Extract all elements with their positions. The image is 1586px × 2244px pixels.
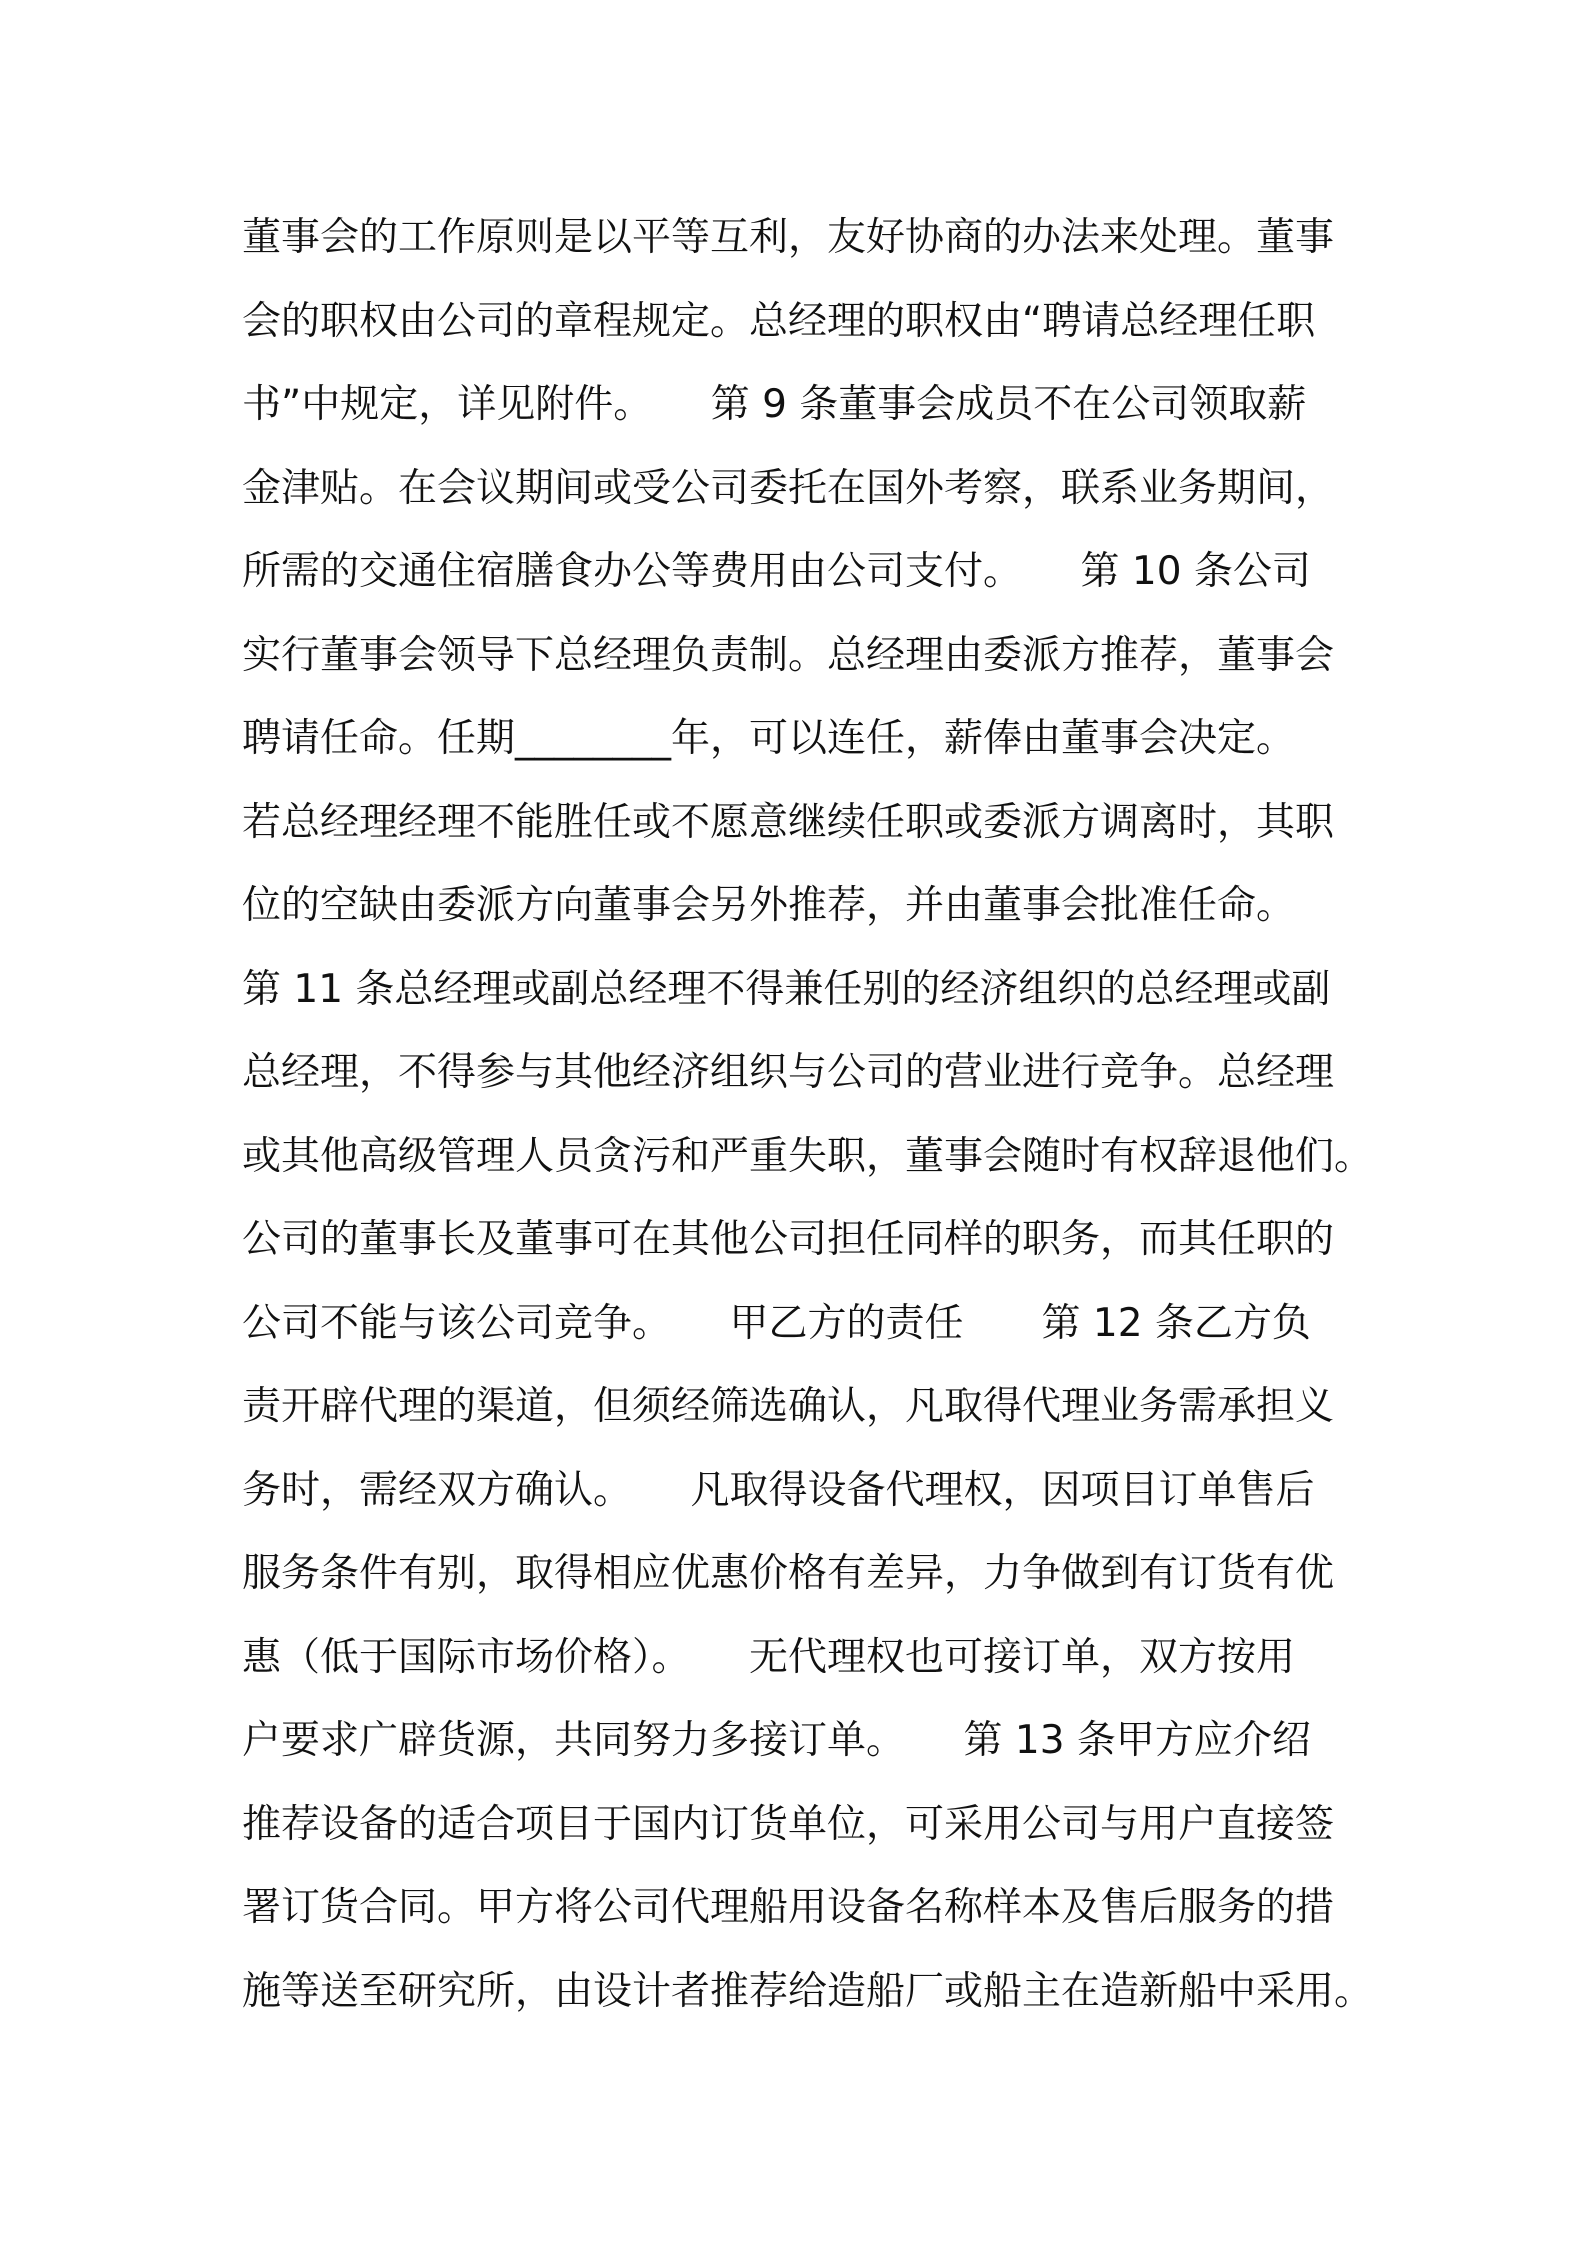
text-line: 署订货合同。甲方将公司代理船用设备名称样本及售后服务的措 <box>242 1885 1335 1930</box>
body-text <box>242 196 1372 2033</box>
text-line: 惠（低于国际市场价格）。 无代理权也可接订单，双方按用 <box>242 1634 1296 1680</box>
text-line: 位的空缺由委派方向董事会另外推荐，并由董事会批准任命。 <box>242 883 1296 928</box>
text-line: 第 11 条总经理或副总经理不得兼任别的经济组织的总经理或副 <box>242 966 1331 1012</box>
text-line: 服务条件有别，取得相应优惠价格有差异，力争做到有订货有优 <box>242 1551 1335 1596</box>
text-line: 务时，需经双方确认。 凡取得设备代理权，因项目订单售后 <box>242 1467 1315 1513</box>
text-line: 聘请任命。任期________年，可以连任，薪俸由董事会决定。 <box>242 716 1296 761</box>
text-line: 董事会的工作原则是以平等互利，友好协商的办法来处理。董事 <box>242 215 1335 260</box>
text-line: 责开辟代理的渠道，但须经筛选确认，凡取得代理业务需承担义 <box>242 1384 1335 1429</box>
text-line: 总经理，不得参与其他经济组织与公司的营业进行竞争。总经理 <box>242 1050 1335 1095</box>
text-line: 书”中规定，详见附件。 第 9 条董事会成员不在公司领取薪 <box>242 382 1307 427</box>
text-line: 所需的交通住宿膳食办公等费用由公司支付。 第 10 条公司 <box>242 549 1311 594</box>
text-line: 施等送至研究所，由设计者推荐给造船厂或船主在造新船中采用。 <box>242 1968 1374 2014</box>
text-line: 户要求广辟货源，共同努力多接订单。 第 13 条甲方应介绍 <box>242 1718 1311 1763</box>
text-line: 若总经理经理不能胜任或不愿意继续任职或委派方调离时，其职 <box>242 799 1335 845</box>
text-line: 实行董事会领导下总经理负责制。总经理由委派方推荐，董事会 <box>242 632 1335 678</box>
text-line: 会的职权由公司的章程规定。总经理的职权由“聘请总经理任职 <box>242 298 1316 344</box>
text-line: 公司的董事长及董事可在其他公司担任同样的职务，而其任职的 <box>242 1217 1335 1262</box>
text-line: 或其他高级管理人员贪污和严重失职，董事会随时有权辞退他们。 <box>242 1133 1374 1179</box>
text-line: 推荐设备的适合项目于国内订货单位，可采用公司与用户直接签 <box>242 1801 1335 1847</box>
text-line: 金津贴。在会议期间或受公司委托在国外考察，联系业务期间， <box>242 465 1335 511</box>
text-line: 公司不能与该公司竞争。 甲乙方的责任 第 12 条乙方负 <box>242 1300 1311 1346</box>
